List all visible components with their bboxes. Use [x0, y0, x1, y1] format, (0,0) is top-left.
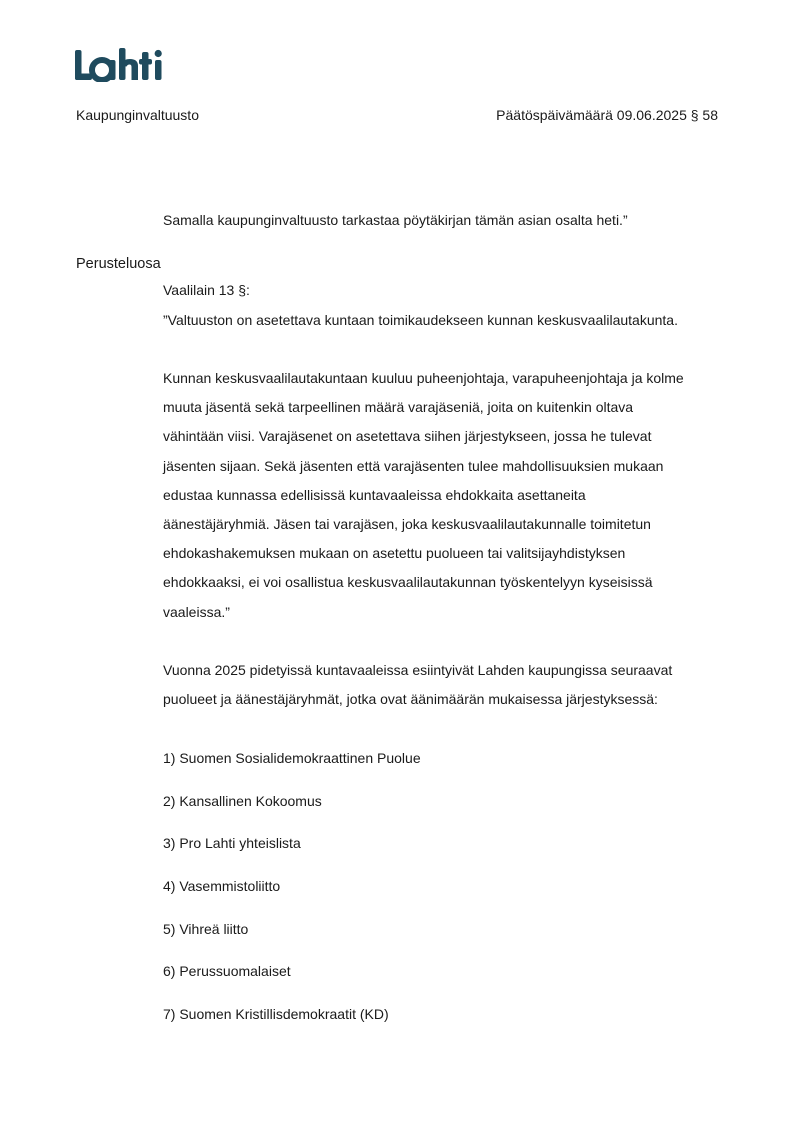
quote-line: ehdokkaaksi, ei voi osallistua keskusvaalilautakunnan työskentelyyn kyseisissä	[163, 574, 653, 591]
party-item: 2) Kansallinen Kokoomus	[163, 792, 322, 809]
section-heading: Perusteluosa	[76, 256, 161, 272]
party-list	[163, 746, 421, 1045]
election-paragraph	[163, 656, 672, 714]
quote-line: vaaleissa.”	[163, 603, 230, 620]
lahti-logo-mark	[75, 44, 167, 82]
quote-paragraph	[163, 364, 684, 627]
quote-line: muuta jäsentä sekä tarpeellinen määrä varajäseniä, joita on kuitenkin oltava	[163, 399, 634, 416]
party-item: 6) Perussuomalaiset	[163, 963, 291, 980]
party-item: 3) Pro Lahti yhteislista	[163, 835, 301, 852]
quote-line: Kunnan keskusvaalilautakuntaan kuuluu puheenjohtaja, varapuheenjohtaja ja kolme	[163, 370, 684, 386]
quote-line: äänestäjäryhmiä. Jäsen tai varajäsen, joka keskusvaalilautakunnalle toimitetun	[163, 516, 651, 533]
quote-line: edustaa kunnassa edellisissä kuntavaaleissa ehdokkaita asettaneita	[163, 486, 586, 503]
quote-first-line: ”Valtuuston on asetettava kuntaan toimikaudekseen kunnan keskusvaalilautakunta.	[163, 312, 678, 328]
party-item: 5) Vihreä liitto	[163, 920, 249, 937]
party-item: 1) Suomen Sosialidemokraattinen Puolue	[163, 750, 421, 766]
election-line: puolueet ja äänestäjäryhmät, jotka ovat äänimäärän mukaisessa järjestyksessä:	[163, 691, 658, 708]
quote-line: vähintään viisi. Varajäsenet on asetettava siihen järjestykseen, jossa he tulevat	[163, 428, 652, 445]
lahti-logo	[75, 44, 167, 82]
organ-name: Kaupunginvaltuusto	[76, 107, 199, 123]
election-line: Vuonna 2025 pidetyissä kuntavaaleissa esiintyivät Lahden kaupungissa seuraavat	[163, 662, 673, 678]
party-item: 4) Vasemmistoliitto	[163, 878, 281, 895]
party-item: 7) Suomen Kristillisdemokraatit (KD)	[163, 1006, 389, 1023]
intro-paragraph: Samalla kaupunginvaltuusto tarkastaa pöytäkirjan tämän asian osalta heti.”	[163, 212, 628, 228]
law-reference: Vaalilain 13 §:	[163, 282, 250, 298]
decision-date: Päätöspäivämäärä 09.06.2025 § 58	[496, 107, 718, 123]
quote-line: jäsenten sijaan. Sekä jäsenten että varajäsenten tulee mahdollisuuksien mukaan	[163, 457, 664, 474]
quote-line: ehdokashakemuksen mukaan on asetettu puolueen tai valitsijayhdistyksen	[163, 545, 626, 562]
